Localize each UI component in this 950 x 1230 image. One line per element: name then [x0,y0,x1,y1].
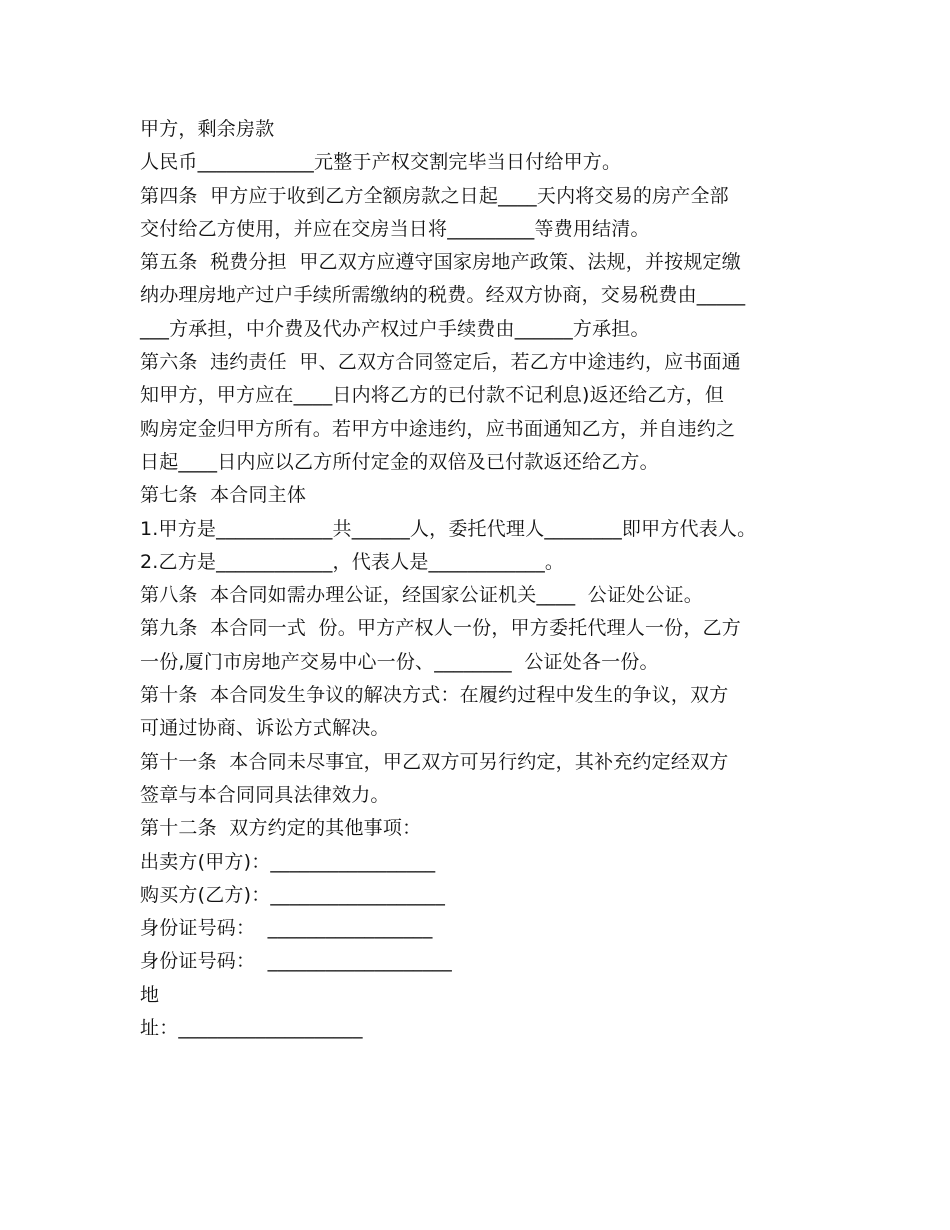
text-line: 人民币____________元整于产权交割完毕当日付给甲方。 [140,151,622,174]
party-a-line: 1.甲方是____________共______人，委托代理人________即甲方代表人。 [140,517,757,540]
article-11-heading-line: 第十一条 本合同未尽事宜，甲乙双方可另行约定，其补充约定经双方 [140,750,729,773]
text-line: 甲方，剩余房款 [140,118,275,140]
text-line: 购房定金归甲方所有。若甲方中途违约，应书面通知乙方，并自违约之 [140,417,736,440]
buyer-signature-line: 购买方(乙方)：__________________ [140,883,446,906]
id-number-line: 身份证号码： ___________________ [140,950,452,973]
text-line: 可通过协商、诉讼方式解决。 [140,717,390,740]
id-number-line: 身份证号码： _________________ [140,917,433,940]
article-7-heading-line: 第七条 本合同主体 [140,484,307,507]
article-4-heading-line: 第四条 甲方应于收到乙方全额房款之日起____天内将交易的房产全部 [140,184,729,207]
article-10-heading-line: 第十条 本合同发生争议的解决方式：在履约过程中发生的争议，双方 [140,684,729,707]
article-9-heading-line: 第九条 本合同一式 份。甲方产权人一份，甲方委托代理人一份，乙方 [140,617,741,640]
text-line: 一份,厦门市房地产交易中心一份、________ 公证处各一份。 [140,650,659,673]
address-field-line: 址：___________________ [140,1017,363,1040]
text-line: 知甲方，甲方应在____日内将乙方的已付款不记利息)返还给乙方，但 [140,384,725,407]
text-line: ___方承担，中介费及代办产权过户手续费由______方承担。 [140,317,650,340]
text-line: 纳办理房地产过户手续所需缴纳的税费。经双方协商，交易税费由_____ [140,284,746,307]
party-b-line: 2.乙方是____________，代表人是____________。 [140,550,565,573]
article-12-line: 第十二条 双方约定的其他事项： [140,817,422,840]
article-6-heading-line: 第六条 违约责任 甲、乙双方合同签定后，若乙方中途违约，应书面通 [140,351,741,374]
contract-text [140,113,830,1045]
text-line: 日起____日内应以乙方所付定金的双倍及已付款返还给乙方。 [140,450,659,473]
text-line: 交付给乙方使用，并应在交房当日将_________等费用结清。 [140,217,650,240]
text-line: 签章与本合同同具法律效力。 [140,783,390,806]
article-8-line: 第八条 本合同如需办理公证，经国家公证机关____ 公证处公证。 [140,584,703,607]
address-label-line: 地 [140,983,160,1006]
article-5-heading-line: 第五条 税费分担 甲乙双方应遵守国家房地产政策、法规，并按规定缴 [140,251,741,274]
seller-signature-line: 出卖方(甲方)：_________________ [140,850,436,873]
